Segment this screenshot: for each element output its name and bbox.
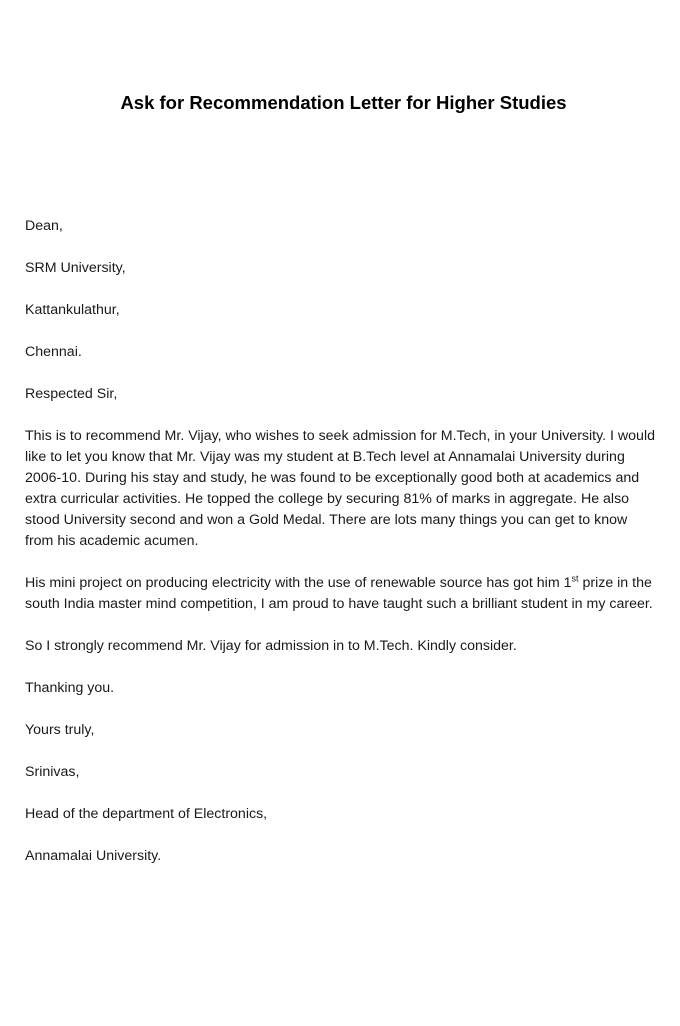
address-line-university: SRM University,	[25, 260, 126, 276]
thanks-line: Thanking you.	[25, 680, 115, 696]
paragraph-conclusion: So I strongly recommend Mr. Vijay for admission in to M.Tech. Kindly consider.	[25, 638, 517, 654]
paragraph-project-text-end: prize in the south India master mind competition, I am proud to have taught such a brilliant student in my career.	[25, 575, 653, 612]
greeting-line: Respected Sir,	[25, 386, 118, 402]
signer-title: Head of the department of Electronics,	[25, 806, 268, 822]
paragraph-project-text-start: His mini project on producing electricity with the use of renewable source has got him 1	[25, 575, 572, 591]
address-line-city: Chennai.	[25, 344, 82, 360]
closing-line: Yours truly,	[25, 722, 95, 738]
document-title: Ask for Recommendation Letter for Higher Studies	[120, 92, 567, 113]
paragraph-recommendation: This is to recommend Mr. Vijay, who wishes to seek admission for M.Tech, in your University. I would like to let you know that Mr. Vijay was my student at B.Tech level at Annamalai University during 2006-10. During his stay and study, he was found to be exceptionally good both at academics and extra curricular activities. He topped the college by securing 81% of marks in aggregate. He also stood University second and won a Gold Medal. There are lots many things you can get to know from his academic acumen.	[25, 428, 655, 549]
letter-body	[25, 216, 657, 888]
signer-organization: Annamalai University.	[25, 848, 162, 864]
signer-name: Srinivas,	[25, 764, 80, 780]
recipient-line: Dean,	[25, 218, 63, 234]
address-line-locality: Kattankulathur,	[25, 302, 120, 318]
ordinal-superscript: st	[571, 573, 579, 584]
paragraph-project	[25, 573, 657, 615]
